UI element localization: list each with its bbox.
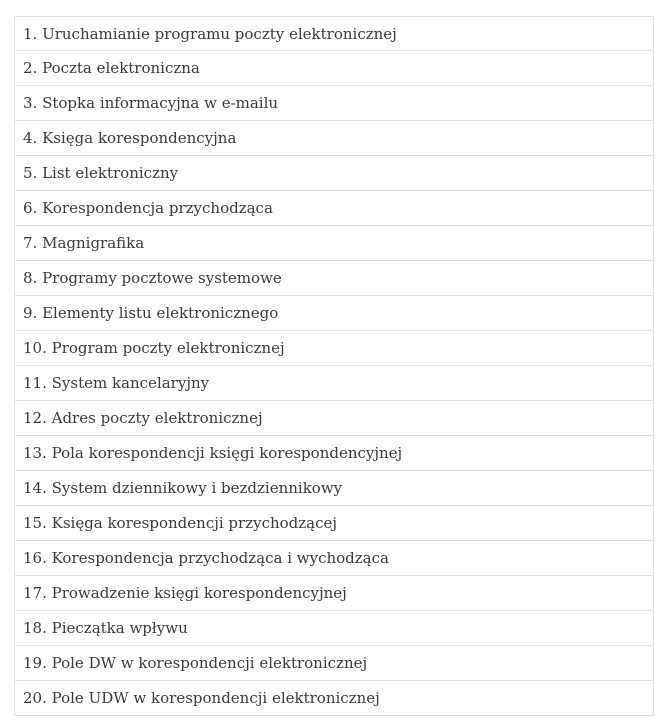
list-item[interactable]: 6. Korespondencja przychodząca — [14, 191, 654, 226]
list-item[interactable]: 15. Księga korespondencji przychodzącej — [14, 506, 654, 541]
list-item[interactable]: 1. Uruchamianie programu poczty elektronicznej — [14, 16, 654, 51]
list-item[interactable]: 14. System dziennikowy i bezdziennikowy — [14, 471, 654, 506]
list-item[interactable]: 7. Magnigrafika — [14, 226, 654, 261]
list-item[interactable]: 19. Pole DW w korespondencji elektronicznej — [14, 646, 654, 681]
list-item[interactable]: 8. Programy pocztowe systemowe — [14, 261, 654, 296]
list-item[interactable]: 18. Pieczątka wpływu — [14, 611, 654, 646]
list-item[interactable]: 5. List elektroniczny — [14, 156, 654, 191]
list-item[interactable]: 11. System kancelaryjny — [14, 366, 654, 401]
list-item[interactable]: 12. Adres poczty elektronicznej — [14, 401, 654, 436]
list-item[interactable]: 10. Program poczty elektronicznej — [14, 331, 654, 366]
list-item[interactable]: 20. Pole UDW w korespondencji elektronicznej — [14, 681, 654, 716]
topic-list — [14, 16, 654, 716]
list-item[interactable]: 17. Prowadzenie księgi korespondencyjnej — [14, 576, 654, 611]
list-item[interactable]: 2. Poczta elektroniczna — [14, 51, 654, 86]
list-item[interactable]: 4. Księga korespondencyjna — [14, 121, 654, 156]
list-item[interactable]: 16. Korespondencja przychodząca i wychodząca — [14, 541, 654, 576]
list-item[interactable]: 3. Stopka informacyjna w e-mailu — [14, 86, 654, 121]
list-item[interactable]: 13. Pola korespondencji księgi korespondencyjnej — [14, 436, 654, 471]
list-item[interactable]: 9. Elementy listu elektronicznego — [14, 296, 654, 331]
